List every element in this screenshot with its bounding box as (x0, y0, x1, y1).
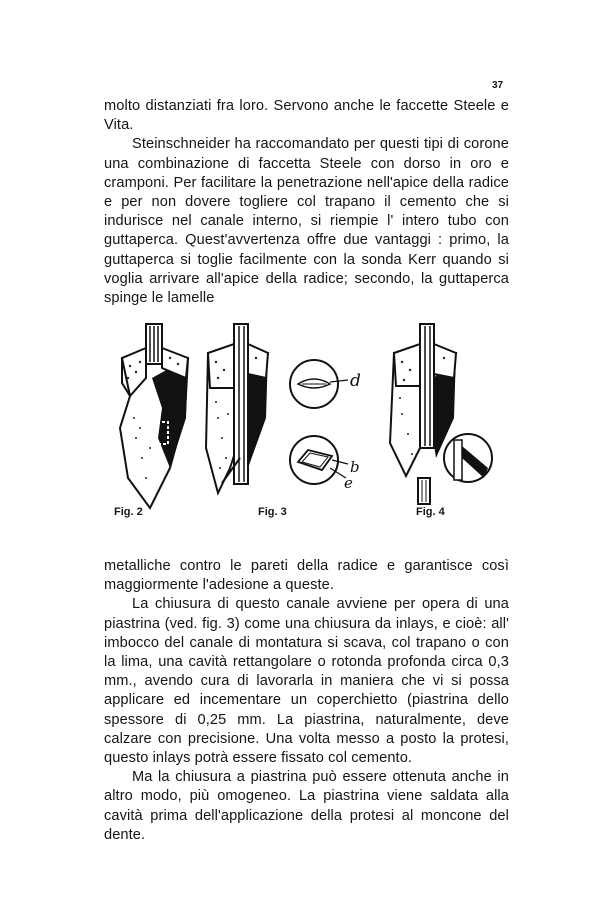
figure-label-4: Fig. 4 (416, 506, 445, 518)
paragraph: molto distanziati fra loro. Servono anche le faccette Steele e Vita. (104, 98, 509, 134)
dental-illustration (100, 318, 520, 528)
fig3-tooth-drawing (206, 324, 268, 493)
figure-label-3: Fig. 3 (258, 506, 287, 518)
annotation-d: d (350, 371, 361, 391)
paragraph: Ma la chiusura a piastrina può essere ottenuta anche in altro modo, più omogeneo. La piastrina viene saldata alla cavità prima dell'applicazione della protesi al moncone del dente. (104, 769, 509, 843)
figure-label-2: Fig. 2 (114, 506, 143, 518)
paragraph: La chiusura di questo canale avviene per opera di una piastrina (ved. fig. 3) come una chiusura da inlays, e cioè: all' imbocco del canale di montatura si scava, col trapano o con la lima, una cavità rettangolare o rotonda profonda circa 0,3 mm., avendo cura di lavorarla in maniera che vi si possa applicare ed incementare un coperchietto (piastrina dello spessore di 0,25 mm. La piastrina, naturalmente, deve calzare con precisione. Una volta messo a posto la protesi, questo inlays potrà essere fissato col cemento. (104, 596, 509, 767)
paragraph: metalliche contro le pareti della radice e garantisce così maggiormente l'adesione a queste. (104, 558, 509, 594)
fig4-tooth-drawing (390, 324, 492, 504)
fig3-insets (290, 360, 361, 492)
annotation-b: b (350, 458, 360, 476)
annotation-e: e (344, 474, 353, 492)
page-number: 37 (492, 80, 504, 91)
paragraph: Steinschneider ha raccomandato per questi tipi di corone una combinazione di faccetta Steele con dorso in oro e cramponi. Per facilitare la penetrazione nell'apice della radice e per non dovere togliere col trapano il cemento che si indurisce nel canale interno, si riempie l' intero tubo con guttaperca. Quest'avvertenza offre due vantaggi : primo, la guttaperca si toglie facilmente con la sonda Kerr quando si voglia arrivare all'apice della radice; secondo, la guttaperca spinge le lamelle (104, 136, 509, 307)
fig2-tooth-drawing (120, 324, 188, 508)
text-block-top (104, 97, 509, 308)
text-block-bottom (104, 557, 509, 845)
